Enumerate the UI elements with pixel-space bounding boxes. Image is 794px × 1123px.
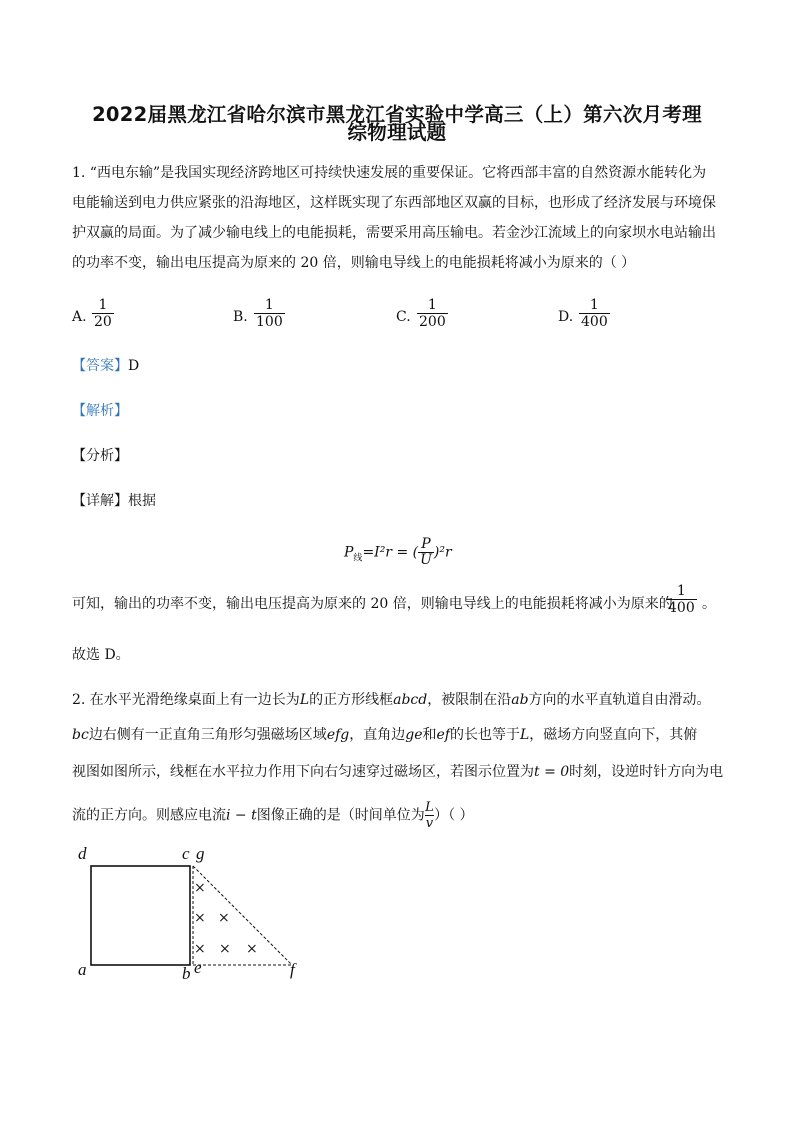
- fraction-denominator: 20: [94, 314, 112, 330]
- q2-l4-c: ）（ ）: [434, 807, 474, 824]
- q2-l2-ef: ef: [436, 727, 450, 743]
- detail-line: [72, 491, 156, 511]
- q2-line-3: [72, 762, 723, 782]
- fraction-numerator: 1: [589, 297, 599, 313]
- fraction-denominator: 200: [419, 314, 446, 330]
- field-cross: ×: [246, 941, 258, 957]
- title-line-2: 综物理试题: [347, 121, 447, 144]
- detail-text: 根据: [128, 493, 156, 509]
- option-fraction: [92, 297, 114, 330]
- formula-frac-den: U: [420, 552, 432, 568]
- choose-line: 故选 D。: [72, 647, 130, 663]
- q2-l1-a: 2. 在水平光滑绝缘桌面上有一边长为: [72, 692, 300, 708]
- q2-l1-d: 方向的水平直轨道自由滑动。: [528, 692, 711, 708]
- formula-lhs: P: [344, 544, 354, 561]
- conclusion-fraction: [666, 583, 697, 616]
- q1-line-4: 的功率不变，输出电压提高为原来的 20 倍，则输电导线上的电能损耗将减小为原来的（ ）: [72, 255, 636, 271]
- fraction-denominator: 400: [668, 600, 695, 616]
- conclusion-end: 。: [702, 596, 716, 612]
- q2-l1-b: 的正方形线框: [309, 692, 394, 708]
- figure: [70, 840, 310, 990]
- option-label: C.: [396, 309, 411, 325]
- label-d: d: [78, 844, 87, 863]
- fraction-numerator: L: [425, 800, 434, 815]
- fraction-denominator: 400: [581, 314, 608, 330]
- q2-time-unit-fraction: [425, 800, 434, 831]
- q2-l4-b: 图像正确的是（时间单位为: [256, 807, 425, 824]
- q2-l4-it: i − t: [226, 807, 257, 824]
- fraction-numerator: 1: [98, 297, 108, 313]
- field-cross: ×: [194, 941, 206, 957]
- q2-l2-ge: ge: [405, 727, 423, 743]
- conclusion-line: [72, 594, 673, 614]
- formula-frac-num: P: [421, 536, 431, 552]
- q1-line-1: 1. “西电东输”是我国实现经济跨地区可持续快速发展的重要保证。它将西部丰富的自然资源水能转化为: [72, 165, 707, 181]
- title-line-1: 2022届黑龙江省哈尔滨市黑龙江省实验中学高三（上）第六次月考理: [92, 103, 702, 126]
- field-cross: ×: [218, 910, 230, 926]
- q1-line-2: 电能输送到电力供应紧张的沿海地区，这样既实现了东西部地区双赢的目标，也形成了经济发展与环境保: [72, 195, 716, 211]
- power-loss-formula: [344, 537, 452, 568]
- q2-l2-a: 边右侧有一正直角三角形匀强磁场区域: [88, 727, 327, 743]
- option-fraction: [254, 297, 285, 330]
- q2-line-1: [72, 690, 711, 710]
- field-cross: ×: [194, 910, 206, 926]
- option-fraction: [579, 297, 610, 330]
- field-cross: ×: [219, 941, 231, 957]
- conclusion-text: 可知，输出的功率不变，输出电压提高为原来的 20 倍，则输电导线上的电能损耗将减小为原来的: [72, 596, 673, 612]
- q2-l3-t: t = 0: [534, 764, 570, 780]
- q2-l2-c: 和: [422, 727, 437, 743]
- q2-line-2: [72, 725, 697, 745]
- option-label: B.: [233, 309, 248, 325]
- formula-lhs-sub: 线: [353, 553, 363, 564]
- q1-line-3: 护双赢的局面。为了减少输电线上的电能损耗，需要采用高压输电。若金沙江流域上的向家坝水电站输出: [72, 225, 716, 241]
- q2-l2-efg: efg: [326, 727, 350, 743]
- label-a: a: [78, 960, 87, 979]
- formula-mid: =I²r = (: [362, 544, 419, 561]
- fenxi-tag: 【分析】: [72, 448, 128, 464]
- q2-l1-ab: ab: [511, 692, 529, 708]
- label-c: c: [182, 844, 190, 863]
- q2-l1-L: L: [299, 692, 310, 708]
- q2-l2-d: 的长也等于: [449, 727, 520, 743]
- label-b: b: [182, 964, 191, 983]
- label-e: e: [194, 958, 202, 977]
- edge-gf: [193, 866, 292, 965]
- label-g: g: [196, 844, 205, 863]
- formula-fraction: [418, 537, 434, 568]
- formula-rhs: )²r: [433, 544, 452, 561]
- q2-l3-b: 时刻，设逆时针方向为电: [569, 764, 724, 780]
- q2-l2-b: ，直角边: [349, 727, 406, 743]
- q2-l1-abcd: abcd: [393, 692, 428, 708]
- q2-l2-bc: bc: [72, 727, 89, 743]
- analysis-tag: 【解析】: [72, 403, 128, 419]
- answer-line: [72, 356, 139, 376]
- fraction-denominator: 100: [256, 314, 283, 330]
- label-f: f: [290, 960, 295, 979]
- option-fraction: [417, 297, 448, 330]
- answer-value: D: [128, 358, 140, 374]
- fraction-numerator: 1: [427, 297, 437, 313]
- q2-l1-c: ，被限制在沿: [427, 692, 512, 708]
- q2-line-4: [72, 800, 474, 831]
- fraction-numerator: 1: [676, 583, 686, 599]
- field-cross: ×: [194, 880, 206, 896]
- option-label: D.: [558, 309, 574, 325]
- q2-l4-a: 流的正方向。则感应电流: [72, 807, 226, 824]
- fraction-denominator: v: [425, 816, 434, 831]
- square-frame-abcd: [91, 866, 190, 965]
- option-label: A.: [72, 309, 87, 325]
- fraction-numerator: 1: [264, 297, 274, 313]
- q2-l2-L: L: [519, 727, 530, 743]
- answer-tag: 【答案】: [72, 358, 128, 374]
- q2-l3-a: 视图如图所示，线框在水平拉力作用下向右匀速穿过磁场区，若图示位置为: [72, 764, 534, 780]
- detail-tag: 【详解】: [72, 493, 128, 509]
- q2-l2-e: ，磁场方向竖直向下，其俯: [529, 727, 698, 743]
